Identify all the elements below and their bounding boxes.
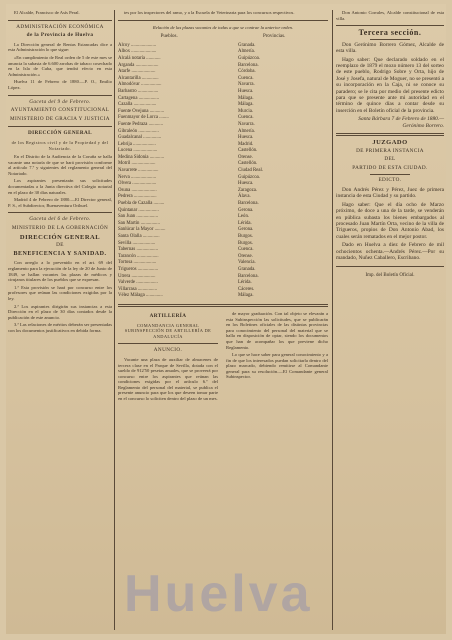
provincia-cell: Castellón. xyxy=(238,161,258,167)
table-row xyxy=(118,49,328,56)
table-row xyxy=(118,76,328,83)
juzgado-instancia: DE PRIMERA INSTANCIA xyxy=(356,147,424,154)
provincia-cell: León. xyxy=(238,214,250,220)
table-row xyxy=(118,102,328,109)
subinspection-paragraph: Lo que se hace saber para general conocimiento y a fin de que los interesados puedan solicitarla dentro del plazo marcado, debiendo remitirse al Comandante general para su resolución.—El Comandante general Subinspector. xyxy=(226,352,328,380)
pueblo-cell: Quintanar ................. xyxy=(118,207,159,213)
provincia-cell: Málaga. xyxy=(238,293,254,299)
table-row xyxy=(118,260,328,267)
partido-heading: PARTIDO DE ESTA CIUDAD. xyxy=(352,164,428,171)
subinspection-block xyxy=(226,311,328,404)
artillery-paragraph: Vacante una plaza de auxiliar de almacenes de tercera clase en el Parque de Sevilla, dotada con el sueldo de 912'50 pesetas anuales, que se proveerá por concurso entre los aspirantes que reúnan las condiciones exigidas por el artículo 6.º del Reglamento del personal del material, se publica el presente anuncio para que los que deseen tomar parte en el concurso lo soliciten dentro del plazo de un mes. xyxy=(118,356,218,402)
pueblo-cell: Medina Sidonia ............ xyxy=(118,154,165,160)
pueblo-cell: Tarancón .................. xyxy=(118,253,159,259)
table-row xyxy=(118,241,328,248)
table-row xyxy=(118,43,328,50)
pueblo-cell: Nerva ..................... xyxy=(118,174,157,180)
table-row xyxy=(118,69,328,76)
vacancy-table xyxy=(118,43,328,300)
gobernacion-de: DE xyxy=(56,242,64,249)
provincia-cell: Lérida. xyxy=(238,220,252,226)
table-row xyxy=(118,293,328,300)
table-row xyxy=(118,234,328,241)
table-row xyxy=(118,129,328,136)
column-divider xyxy=(114,10,115,630)
table-row xyxy=(118,155,328,162)
provincia-cell: Zaragoza. xyxy=(238,187,258,193)
table-row xyxy=(118,221,328,228)
pueblo-cell: Trigueros ................. xyxy=(118,266,159,272)
top-notice: El Alcalde, Francisco de Asís Peral. xyxy=(14,10,80,15)
ink-stamp: Huelva xyxy=(124,565,313,623)
provincia-cell: Guipúzcoa. xyxy=(238,174,260,180)
table-row xyxy=(118,194,328,201)
provincia-cell: Orense. xyxy=(238,253,253,259)
provincia-cell: Barcelona. xyxy=(238,201,259,207)
table-row xyxy=(118,267,328,274)
pueblo-cell: Almodóvar ................. xyxy=(118,82,162,88)
admin-date: Huelva 11 de Febrero de 1880.—P. O., Emilio López. xyxy=(8,79,112,90)
header-provincias: Provincias. xyxy=(262,34,286,40)
pueblo-cell: Alcalá notaría ............ xyxy=(118,55,161,61)
newspaper-page xyxy=(6,4,446,634)
provincia-cell: Granada. xyxy=(238,42,256,48)
pueblo-cell: Lucena .................... xyxy=(118,148,158,154)
signature-line: Santa Bárbara 7 de Febrero de 1880.—Gerónimo Borrero. xyxy=(358,116,444,129)
table-row xyxy=(118,82,328,89)
pueblo-cell: Guadalcanal ............... xyxy=(118,135,162,141)
artillery-block xyxy=(118,311,218,404)
provincia-cell: Castellón. xyxy=(238,148,258,154)
table-row xyxy=(118,254,328,261)
ministry-heading: MINISTERIO DE GRACIA Y JUSTICIA xyxy=(10,115,110,122)
table-row xyxy=(118,214,328,221)
juzgado-del: DEL xyxy=(384,156,396,163)
pueblo-cell: Barbastro ................. xyxy=(118,88,159,94)
table-row xyxy=(118,89,328,96)
pueblo-cell: Osuna ..................... xyxy=(118,187,157,193)
table-row xyxy=(118,168,328,175)
direction-paragraph: Los aspirantes presentarán sus solicitudes documentadas a la Junta directiva del Colegio notarial en el plazo de 30 días naturales. xyxy=(8,178,112,195)
gaceta-heading-2: Gaceta del 6 de Febrero. xyxy=(29,216,91,223)
provincia-cell: Gerona. xyxy=(238,227,254,233)
provincia-cell: Huesca. xyxy=(238,88,254,94)
pueblo-cell: Fuente Pedraza ............ xyxy=(118,121,164,127)
pueblo-cell: Alcantarilla .............. xyxy=(118,75,159,81)
pueblo-cell: Santa Olalla .............. xyxy=(118,234,160,239)
column-divider xyxy=(332,10,333,630)
provincia-cell: Málaga. xyxy=(238,95,254,101)
table-row xyxy=(118,63,328,70)
provincia-cell: Cáceres. xyxy=(238,286,255,292)
table-row xyxy=(118,280,328,287)
table-row xyxy=(118,161,328,168)
pueblo-cell: Arganda ................... xyxy=(118,62,159,68)
provincia-cell: Madrid. xyxy=(238,141,254,147)
provincia-cell: Gerona. xyxy=(238,207,254,213)
pueblo-cell: Tortosa ................... xyxy=(118,260,157,266)
provincia-cell: Barcelona. xyxy=(238,273,259,279)
provincia-cell: Murcia. xyxy=(238,108,254,114)
pueblo-cell: Utrera .................... xyxy=(118,273,156,279)
table-row xyxy=(118,122,328,129)
alcalde-heading: Don Gerónimo Borrero Gómez, Alcalde de esta villa. xyxy=(336,41,444,55)
subinspection-paragraph: de mayor graduación. Con tal objeto se elevarán a esta Subinspección las solicitudes, que se publicarán en los Boletines oficiales de las distintas provincias para conocimiento del personal del material que se halla en disposición de optar, siendo los documentos que han de acompañar los que previene dicho Reglamento. xyxy=(226,310,328,350)
table-row xyxy=(118,247,328,254)
table-header xyxy=(118,34,328,40)
table-row xyxy=(118,56,328,63)
provincia-cell: Barcelona. xyxy=(238,62,259,68)
relation-title: Relación de las plazas vacantes de todas a que se contrae la anterior orden. xyxy=(152,24,294,30)
juez-paragraph: Don Andrés Pérez y Pérez, Juez de primera instancia de esta Ciudad y su partido. xyxy=(336,187,444,200)
artillery-title: ARTILLERÍA xyxy=(149,312,187,319)
lower-section xyxy=(118,311,328,404)
pueblo-cell: Olvera .................... xyxy=(118,181,157,187)
artillery-subtitle: COMANDANCIA GENERAL SUBINSPECCIÓN DE ARTILLERÍA DE ANDALUCÍA xyxy=(124,322,212,339)
pueblo-cell: Pedrera ................... xyxy=(118,194,157,200)
tercera-seccion-title: Tercera sección. xyxy=(358,28,422,38)
provincia-cell: Guipúzcoa. xyxy=(238,55,260,61)
beneficencia-heading: BENEFICENCIA Y SANIDAD. xyxy=(13,250,107,257)
provincia-cell: Orense. xyxy=(238,154,253,160)
pueblo-cell: Alcoy ..................... xyxy=(118,42,157,48)
provincia-cell: Cuenca. xyxy=(238,247,254,253)
pueblo-cell: Vélez Málaga .............. xyxy=(118,293,163,299)
table-row xyxy=(118,109,328,116)
table-row xyxy=(118,148,328,155)
pueblo-cell: Tabernas .................. xyxy=(118,247,159,253)
admin-paragraph: «En cumplimiento de Real orden de 5 de este mes se anuncia la subasta de 6.600 arrobas de tabaco cosechado en la Isla de Cuba, que tendrá efecto en esta Administración.» xyxy=(8,54,112,77)
pueblo-cell: San Martín ................ xyxy=(118,220,160,226)
subasta-paragraph: Hago saber: Que el día ocho de Marzo próximo, de doce a una de la tarde, se venderán en pública subasta los bienes embargados al procesado Juan Martín Orta, vecino de la villa de Trigueros, propios de Don Antonio Abad, los cuales serán rematados en el mejor postor. xyxy=(336,201,444,240)
table-row xyxy=(118,287,328,294)
table-row xyxy=(118,208,328,215)
pueblo-cell: Sevilla ................... xyxy=(118,240,156,246)
pueblo-cell: San Juan .................. xyxy=(118,214,158,220)
provincia-cell: Álava. xyxy=(238,194,251,200)
provincia-cell: Almería. xyxy=(238,128,255,134)
pueblo-cell: Sanlúcar la Mayor ......... xyxy=(118,227,166,233)
pueblo-cell: Cazalla ................... xyxy=(118,102,157,108)
pueblo-cell: Lebrija ................... xyxy=(118,141,156,147)
table-row xyxy=(118,188,328,195)
provincia-cell: Navarra. xyxy=(238,121,255,127)
juzgado-heading: JUZGADO xyxy=(372,139,408,147)
table-row xyxy=(118,227,328,234)
gobernacion-paragraph: 2.ª Los aspirantes dirigirán sus instancias a esta Dirección en el plazo de 30 días contados desde la publicación de este anuncio. xyxy=(8,303,112,320)
right-column xyxy=(336,10,444,278)
pueblo-cell: Villarrasa ................ xyxy=(118,286,158,292)
gaceta-heading: Gaceta del 9 de Febrero. xyxy=(29,98,91,105)
provincia-cell: Burgos. xyxy=(238,234,253,239)
pueblo-cell: Atarfe .................... xyxy=(118,69,156,75)
direction-date: Madrid 4 de Febrero de 1880.—El Director general, P. S., el Subdirector, Buenaventura Orihuel. xyxy=(8,197,112,208)
anuncio-heading: ANUNCIO. xyxy=(153,347,183,354)
provincia-cell: Córdoba. xyxy=(238,69,256,75)
table-row xyxy=(118,142,328,149)
left-column xyxy=(8,10,112,336)
table-row xyxy=(118,96,328,103)
provincia-cell: Cuenca. xyxy=(238,115,254,121)
provincia-cell: Huesca. xyxy=(238,181,254,187)
provincia-cell: Valencia. xyxy=(238,260,256,266)
provincia-cell: Navarra. xyxy=(238,82,255,88)
pueblo-cell: Fuente Ovejuna ............ xyxy=(118,108,165,114)
table-row xyxy=(118,135,328,142)
direction-title: DIRECCIÓN GENERAL xyxy=(27,130,92,137)
provincia-cell: Cuenca. xyxy=(238,75,254,81)
pueblo-cell: Cartagena ................. xyxy=(118,95,160,101)
provincia-cell: Ciudad Real. xyxy=(238,168,264,174)
provincia-cell: Lérida. xyxy=(238,280,252,286)
imprenta-footer: Imp. del Boletín Oficial. xyxy=(365,272,415,278)
pueblo-cell: Albox ..................... xyxy=(118,49,157,55)
provincia-cell: Granada. xyxy=(238,266,256,272)
direction-subtitle: de los Registros civil y de la Propiedad y del Notariado. xyxy=(11,139,109,151)
gobernacion-direction: DIRECCIÓN GENERAL xyxy=(19,233,101,241)
pueblo-cell: Puebla de Cazalla ......... xyxy=(118,201,165,207)
header-pueblos: Pueblos. xyxy=(160,34,178,40)
gobernacion-paragraph: 1.ª Esta provisión se hará por concurso entre los profesores que reúnan las condiciones exigidas por la ley. xyxy=(8,284,112,301)
fecha-paragraph: Dado en Huelva a diez de Febrero de mil ochocientos ochenta.—Andrés Pérez.—Por su mandado, Nuñez Caballero, Escribano. xyxy=(336,242,444,262)
table-row xyxy=(118,181,328,188)
middle-intro: tes por los inspectores del ramo, y a la Escuela de Veterinaria para los concursos respectivos. xyxy=(124,10,295,15)
ayuntamiento-heading: AYUNTAMIENTO CONSTITUCIONAL xyxy=(10,107,110,114)
table-row xyxy=(118,175,328,182)
admin-paragraph: La Dirección general de Rentas Estancadas dice a esta Administración lo que sigue: xyxy=(8,41,112,53)
gobernacion-paragraph: Con arreglo a lo prevenido en el art. 69 del reglamento para la ejecución de la ley de 20 de Junio de 1849, se hallan vacantes las plazas de médicos y cirujanos titulares de los pueblos que se expresan. xyxy=(8,260,112,283)
pueblo-cell: Gibraleón ................. xyxy=(118,128,159,134)
edicto-paragraph: Hago saber: Que declarado soldado en el reemplazo de 1879 el mozo número 13 del sorteo de este pueblo, Rodrigo Sobre y Orta, hijo de José y Josefa, natural de Moguer, no se presentó a su incorporación en la Caja, ni se conoce su paradero; se le cita por medio del presente edicto para que se presente ante mi autoridad en el término de quince días a contar desde su inserción en el Boletín oficial de la provincia. xyxy=(336,56,444,114)
direction-paragraph: En el Distrito de la Audiencia de la Coruña se halla vacante una notaría de que se hará provisión conforme al artículo 7.º y siguientes del reglamento general del Notariado. xyxy=(8,154,112,176)
right-top-notice: Don Antonio Corrales, Alcalde constitucional de esta villa. xyxy=(336,10,444,21)
provincia-cell: Málaga. xyxy=(238,102,254,108)
gobernacion-ministry: MINISTERIO DE LA GOBERNACIÓN xyxy=(11,225,109,232)
pueblo-cell: Navarrete ................. xyxy=(118,168,159,174)
middle-column xyxy=(118,10,328,404)
pueblo-cell: Valverde .................. xyxy=(118,280,158,286)
admin-title: ADMINISTRACIÓN ECONÓMICA xyxy=(16,23,104,30)
table-row xyxy=(118,274,328,281)
provincia-cell: Huesca. xyxy=(238,135,254,141)
edicto-heading: EDICTO. xyxy=(378,177,402,184)
admin-subtitle: de la Provincia de Huelva xyxy=(26,32,94,39)
pueblo-cell: Fuenmayor de Lorca ........ xyxy=(118,115,169,121)
pueblo-cell: Motril .................... xyxy=(118,161,156,167)
gobernacion-paragraph: 3.ª Las relaciones de méritos deberán ser presentadas con los documentos justificativos en debida forma. xyxy=(8,322,112,333)
table-row xyxy=(118,115,328,122)
provincia-cell: Almería. xyxy=(238,49,255,55)
provincia-cell: Burgos. xyxy=(238,240,253,246)
table-row xyxy=(118,201,328,208)
